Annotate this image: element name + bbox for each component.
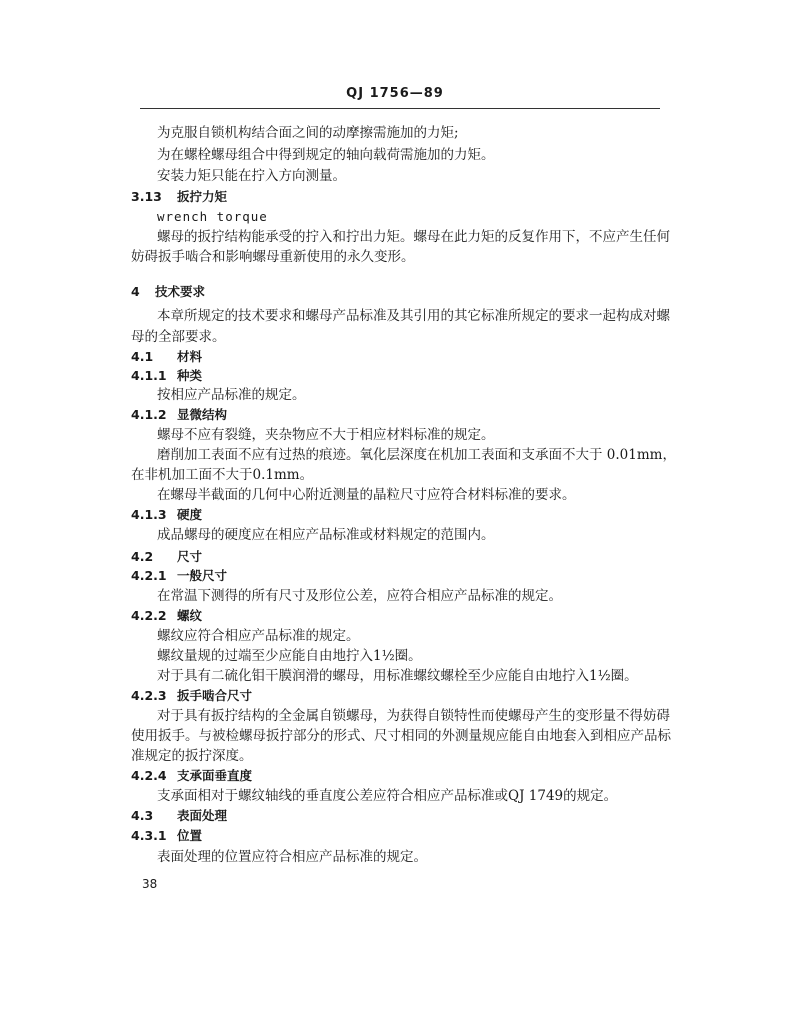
heading-title: 螺纹 <box>177 608 203 623</box>
heading-number: 4.2.2 <box>131 608 167 623</box>
text-line: 对于具有二硫化钼干膜润滑的螺母，用标准螺纹螺栓至少应能自由地拧入1½圈。 <box>157 668 638 684</box>
heading-title: 表面处理 <box>177 808 228 823</box>
text-line: 在非机加工面不大于0.1mm。 <box>131 467 314 483</box>
text-line: 母的全部要求。 <box>131 329 226 345</box>
text-line: 使用扳手。与被检螺母扳拧部分的形式、尺寸相同的外测量规应能自由地套入到相应产品标 <box>131 728 671 744</box>
section-heading-4-1-3 <box>131 506 202 524</box>
text-line: 螺纹量规的过端至少应能自由地拧入1½圈。 <box>157 648 422 664</box>
section-heading-4-1-1 <box>131 367 202 385</box>
text-line: 螺母的扳拧结构能承受的拧入和拧出力矩。螺母在此力矩的反复作用下，不应产生任何 <box>157 229 670 245</box>
heading-number: 4 <box>131 284 140 299</box>
heading-number: 4.2.3 <box>131 688 167 703</box>
heading-number: 4.2.1 <box>131 568 167 583</box>
heading-title: 材料 <box>177 349 203 364</box>
page-number: 38 <box>142 877 158 891</box>
text-line: 妨碍扳手啮合和影响螺母重新使用的永久变形。 <box>131 249 415 265</box>
section-heading-4-2-2 <box>131 607 202 625</box>
section-heading-4-2-1 <box>131 567 227 585</box>
section-heading-4 <box>131 283 205 301</box>
section-heading-4-3-1 <box>131 827 202 845</box>
section-heading-4-3 <box>131 807 227 825</box>
text-line: 对于具有扳拧结构的全金属自锁螺母，为获得自锁特性而使螺母产生的变形量不得妨碍 <box>157 708 670 724</box>
text-line: 螺母不应有裂缝，夹杂物应不大于相应材料标准的规定。 <box>157 427 495 443</box>
heading-title: 扳拧力矩 <box>177 189 228 204</box>
heading-number: 4.3 <box>131 808 154 823</box>
text-line: 按相应产品标准的规定。 <box>157 387 306 403</box>
heading-number: 4.1 <box>131 349 154 364</box>
header-rule <box>140 108 660 109</box>
text-line: 成品螺母的硬度应在相应产品标准或材料规定的范围内。 <box>157 527 495 543</box>
heading-title: 位置 <box>177 828 203 843</box>
english-term: wrench torque <box>157 209 268 224</box>
page-header: QJ 1756—89 <box>346 86 444 101</box>
heading-title: 一般尺寸 <box>177 568 228 583</box>
text-line: 本章所规定的技术要求和螺母产品标准及其引用的其它标准所规定的要求一起构成对螺 <box>157 308 670 324</box>
text-line: 磨削加工表面不应有过热的痕迹。氧化层深度在机加工表面和支承面不大于 0.01mm， <box>157 447 676 463</box>
text-line: 在常温下测得的所有尺寸及形位公差，应符合相应产品标准的规定。 <box>157 588 562 604</box>
text-line: 表面处理的位置应符合相应产品标准的规定。 <box>157 849 427 865</box>
section-heading-4-1-2 <box>131 406 227 424</box>
section-heading-4-2-3 <box>131 687 252 705</box>
heading-title: 尺寸 <box>177 549 203 564</box>
section-heading-4-2 <box>131 548 202 566</box>
text-line: 在螺母半截面的几何中心附近测量的晶粒尺寸应符合材料标准的要求。 <box>157 487 576 503</box>
heading-title: 硬度 <box>177 507 203 522</box>
text-line: 准规定的扳拧深度。 <box>131 748 253 764</box>
heading-number: 4.1.2 <box>131 407 167 422</box>
heading-title: 扳手啮合尺寸 <box>177 688 253 703</box>
heading-number: 4.3.1 <box>131 828 167 843</box>
heading-title: 种类 <box>177 368 203 383</box>
section-heading-4-1 <box>131 348 202 366</box>
heading-number: 4.2.4 <box>131 768 167 783</box>
heading-number: 3.13 <box>131 189 162 204</box>
heading-number: 4.1.1 <box>131 368 167 383</box>
text-line: 为在螺栓螺母组合中得到规定的轴向载荷需施加的力矩。 <box>157 147 495 163</box>
heading-number: 4.2 <box>131 549 154 564</box>
text-line: 为克服自锁机构结合面之间的动摩擦需施加的力矩; <box>157 125 459 141</box>
section-heading-3-13 <box>131 188 227 206</box>
text-line: 螺纹应符合相应产品标准的规定。 <box>157 628 360 644</box>
section-heading-4-2-4 <box>131 767 252 785</box>
heading-title: 支承面垂直度 <box>177 768 253 783</box>
text-line: 安装力矩只能在拧入方向测量。 <box>157 168 346 184</box>
text-line: 支承面相对于螺纹轴线的垂直度公差应符合相应产品标准或QJ 1749的规定。 <box>157 788 618 804</box>
heading-title: 技术要求 <box>155 284 206 299</box>
heading-title: 显微结构 <box>177 407 228 422</box>
heading-number: 4.1.3 <box>131 507 167 522</box>
